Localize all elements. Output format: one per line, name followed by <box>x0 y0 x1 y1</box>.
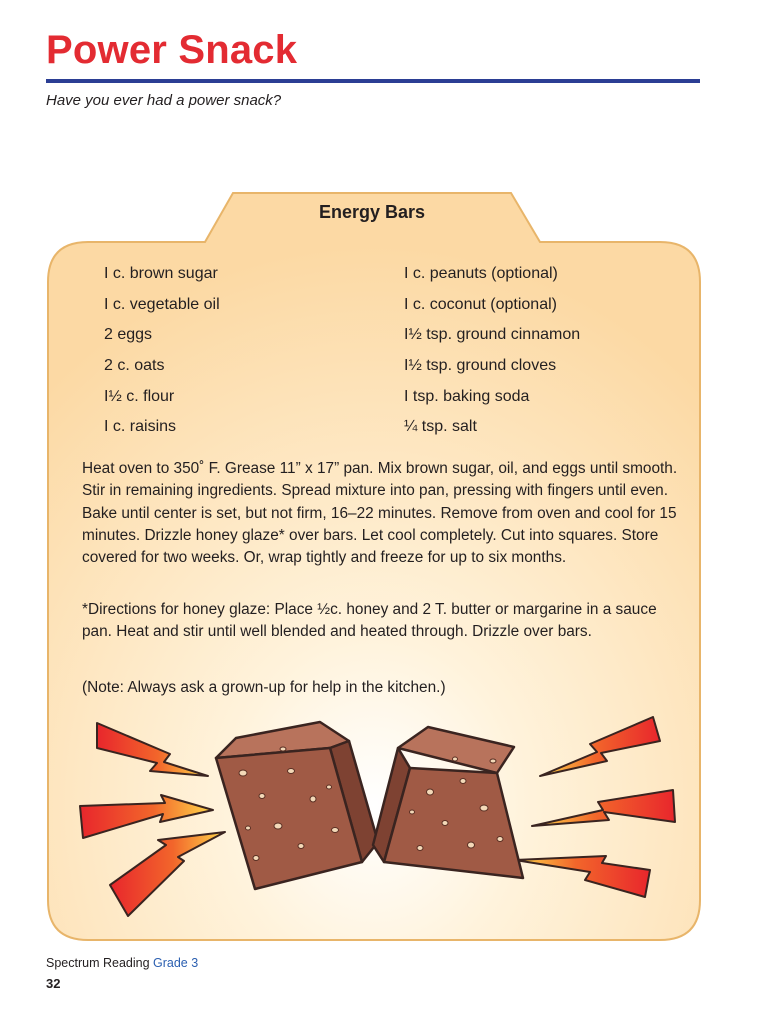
safety-note: (Note: Always ask a grown-up for help in the kitchen.) <box>82 679 446 696</box>
ingredient-item: I tsp. baking soda <box>404 387 530 405</box>
ingredient-item: I c. coconut (optional) <box>404 295 557 313</box>
ingredient-item: I½ c. flour <box>104 387 175 405</box>
honey-glaze-note: *Directions for honey glaze: Place ½c. honey and 2 T. butter or margarine in a sauce pan. Heat and stir until well blended and heated through. Drizzle over bars. <box>82 601 657 641</box>
page-number: 32 <box>46 976 61 991</box>
lightning-bolt-icon <box>97 723 208 776</box>
lightning-bolt-icon <box>532 790 675 826</box>
ingredient-item: I c. peanuts (optional) <box>404 265 558 282</box>
energy-bar-icon <box>373 727 523 878</box>
ingredient-item: I c. brown sugar <box>104 265 218 282</box>
lightning-bolt-icon <box>80 795 213 838</box>
footer-series <box>46 956 198 970</box>
ingredient-item: I½ tsp. ground cinnamon <box>404 326 581 344</box>
ingredient-item: I½ tsp. ground cloves <box>404 357 557 375</box>
ingredient-item: I c. vegetable oil <box>104 295 220 313</box>
lightning-bolt-icon <box>110 832 225 916</box>
page-title: Power Snack <box>46 28 298 72</box>
ingredient-item: 2 eggs <box>104 326 153 344</box>
lightning-bolt-icon <box>540 717 660 776</box>
grade-label: Grade 3 <box>153 956 199 970</box>
lightning-bolt-icon <box>515 856 650 897</box>
recipe-title: Energy Bars <box>318 202 426 222</box>
energy-bar-icon <box>216 722 378 889</box>
ingredient-item: 2 c. oats <box>104 357 165 375</box>
series-name: Spectrum Reading <box>46 956 150 970</box>
ingredient-item: I c. raisins <box>104 418 177 436</box>
recipe-directions: Heat oven to 350˚ F. Grease 11” x 17” pan. Mix brown sugar, oil, and eggs until smooth. Stir in remaining ingredients. Spread mixture into pan, pressing with fingers until even. Bake until center is set, but not firm, 16–22 minutes. Remove from oven and cool for 15 minutes. Drizzle honey glaze* over bars. Let cool completely. Cut into squares. Store covered for two weeks. Or, wrap tightly and freeze for up to six months. <box>82 460 678 567</box>
page-subtitle: Have you ever had a power snack? <box>46 92 282 109</box>
ingredient-item: ¼ tsp. salt <box>404 418 477 436</box>
